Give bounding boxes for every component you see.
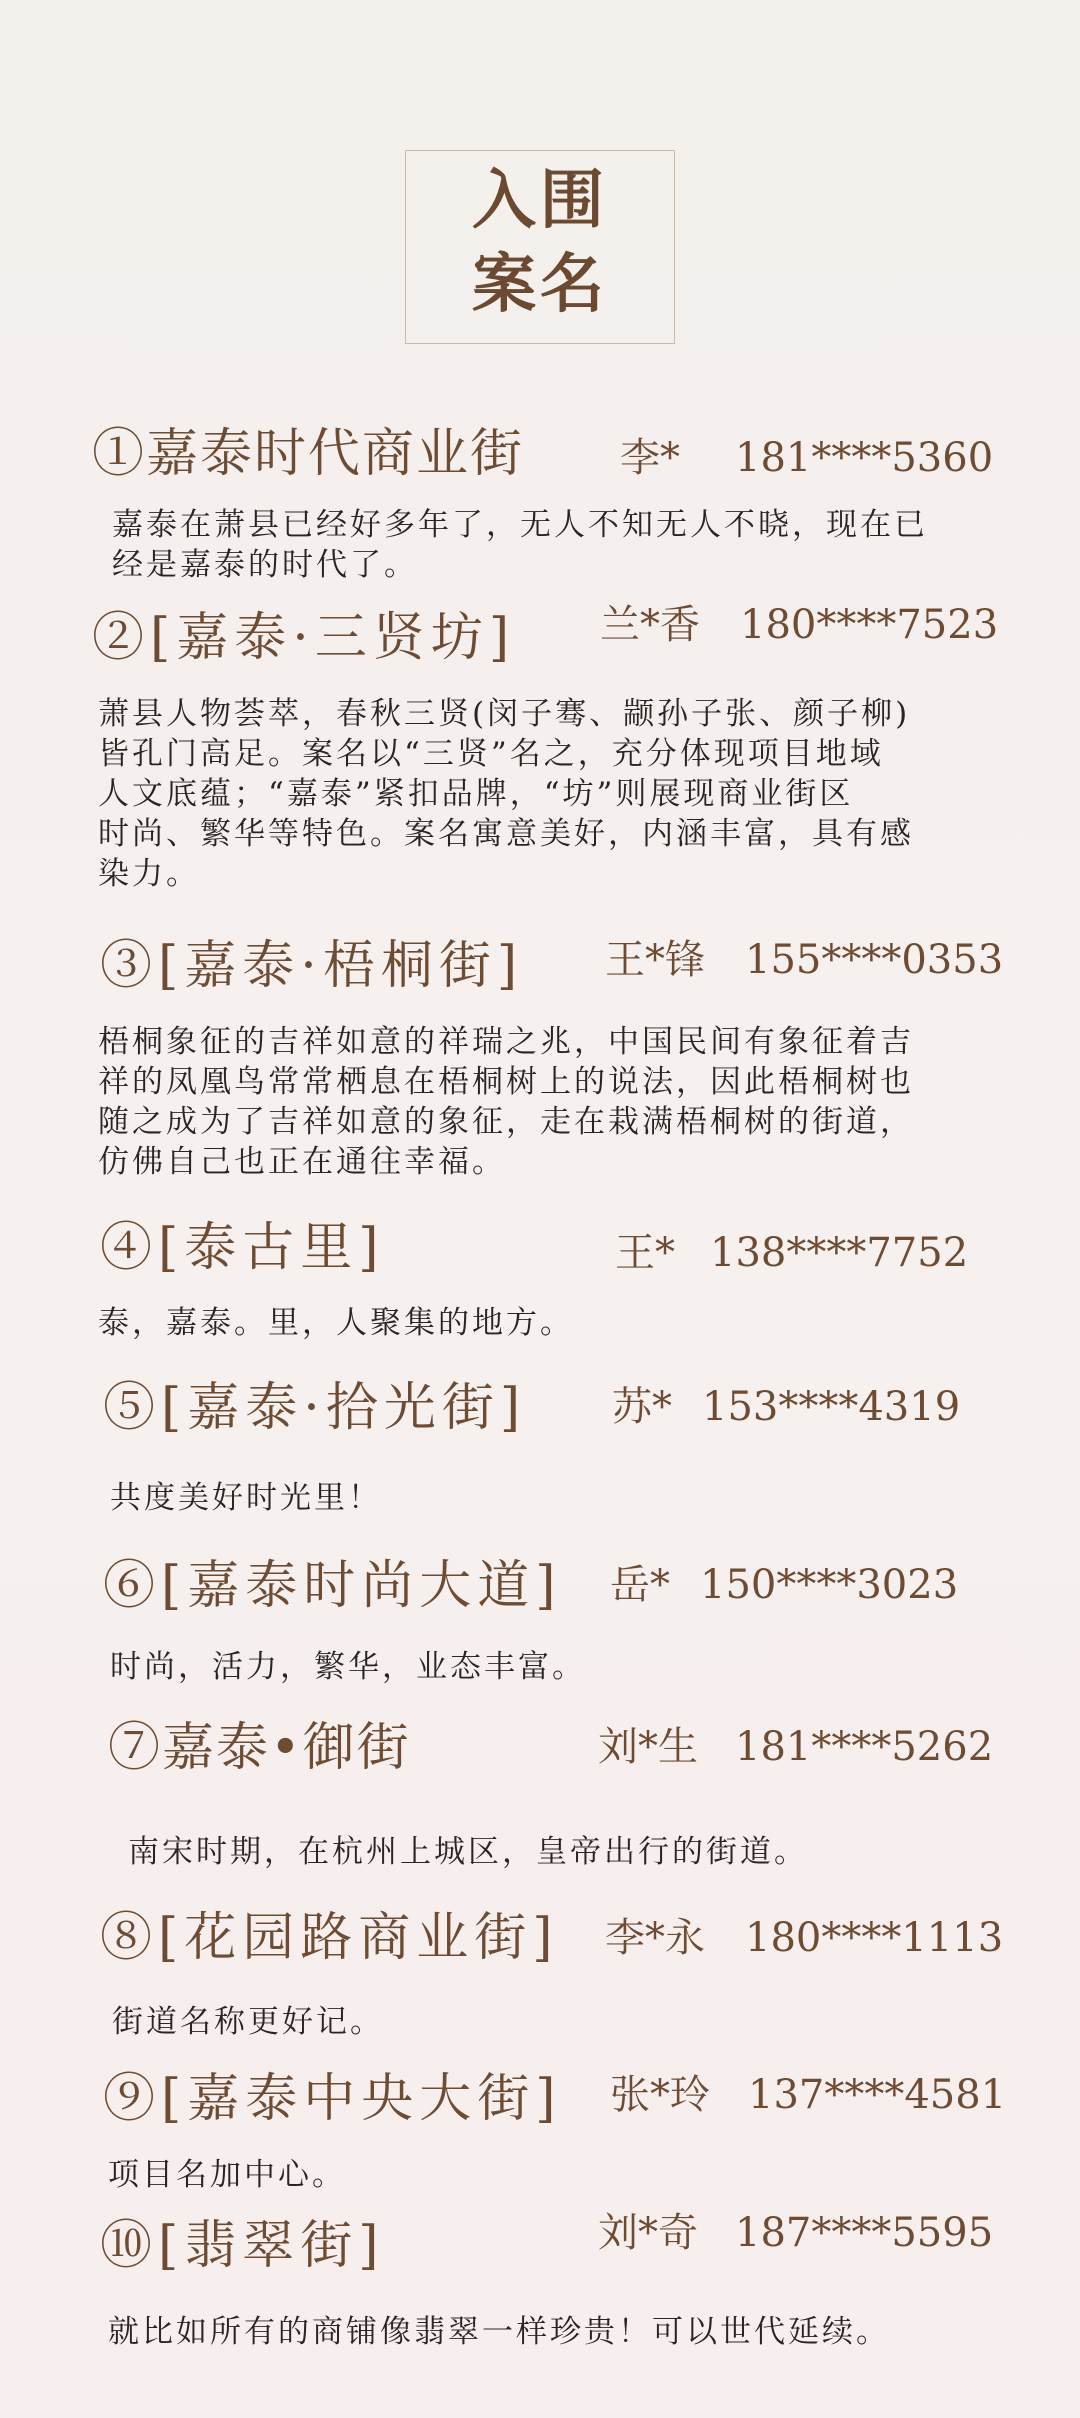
entry-8-name: ⑧[花园路商业街] — [100, 1908, 559, 1968]
entry-3-desc-line: 随之成为了吉祥如意的象征，走在栽满梧桐树的街道， — [98, 1104, 914, 1140]
entry-9-description — [108, 2155, 346, 2195]
entry-5-phone: 153****4319 — [702, 1384, 961, 1430]
entry-10-person: 刘*奇 — [598, 2210, 698, 2256]
entry-10-name: ⑩[翡翠街] — [100, 2216, 385, 2276]
entry-5-description — [110, 1478, 382, 1518]
title-box — [405, 150, 675, 344]
entry-6-phone: 150****3023 — [700, 1562, 959, 1608]
entry-2-name: ②[嘉泰·三贤坊] — [92, 608, 516, 668]
page-title-line-1: 入围 — [472, 163, 608, 238]
entry-3-phone: 155****0353 — [745, 937, 1004, 983]
entry-4-person: 王* — [615, 1230, 675, 1276]
entry-2-desc-line: 染力。 — [98, 856, 200, 892]
entry-7-phone: 181****5262 — [735, 1724, 994, 1770]
entry-4-phone: 138****7752 — [710, 1230, 969, 1276]
entry-1-desc-line: 经是嘉泰的时代了。 — [112, 547, 418, 583]
entry-7-person: 刘*生 — [598, 1724, 698, 1770]
entry-9-name: ⑨[嘉泰中央大街] — [103, 2069, 562, 2129]
entry-4-desc-line: 泰，嘉泰。里，人聚集的地方。 — [98, 1305, 574, 1341]
entry-7-description — [128, 1832, 808, 1872]
entry-9-desc-line: 项目名加中心。 — [108, 2157, 346, 2193]
entry-8-phone: 180****1113 — [745, 1915, 1004, 1961]
entry-9-person: 张*玲 — [610, 2072, 710, 2118]
entry-2-desc-line: 皆孔门高足。案名以“三贤”名之，充分体现项目地域 — [98, 736, 884, 772]
entry-10-description — [108, 2312, 890, 2352]
entry-3-desc-line: 梧桐象征的吉祥如意的祥瑞之兆，中国民间有象征着吉 — [98, 1024, 914, 1060]
entry-3-person: 王*锋 — [605, 937, 705, 983]
entry-5-person: 苏* — [612, 1384, 672, 1430]
entry-6-desc-line: 时尚，活力，繁华，业态丰富。 — [110, 1649, 586, 1685]
entry-9-phone: 137****4581 — [748, 2072, 1007, 2118]
entry-7-name: ⑦嘉泰•御街 — [108, 1718, 411, 1778]
entry-5-name: ⑤[嘉泰·拾光街] — [103, 1378, 527, 1438]
entry-4-name: ④[泰古里] — [100, 1218, 385, 1278]
entry-2-phone: 180****7523 — [740, 602, 999, 648]
entry-10-phone: 187****5595 — [735, 2210, 994, 2256]
entry-7-desc-line: 南宋时期，在杭州上城区，皇帝出行的街道。 — [128, 1834, 808, 1870]
entry-1-name: ①嘉泰时代商业街 — [92, 424, 525, 484]
entry-3-name: ③[嘉泰·梧桐街] — [100, 936, 524, 996]
entry-2-desc-line: 人文底蕴；“嘉泰”紧扣品牌，“坊”则展现商业街区 — [98, 776, 854, 812]
entry-1-desc-line: 嘉泰在萧县已经好多年了，无人不知无人不晓，现在已 — [112, 507, 928, 543]
entry-8-desc-line: 街道名称更好记。 — [112, 2004, 384, 2040]
entry-4-description — [98, 1303, 574, 1343]
entry-2-description — [98, 694, 914, 894]
entry-6-person: 岳* — [610, 1562, 670, 1608]
entry-6-description — [110, 1647, 586, 1687]
entry-5-desc-line: 共度美好时光里！ — [110, 1480, 382, 1516]
entry-2-desc-line: 萧县人物荟萃，春秋三贤(闵子骞、颛孙子张、颜子柳) — [98, 696, 911, 732]
entry-3-description — [98, 1022, 914, 1182]
entry-2-person: 兰*香 — [600, 602, 700, 648]
entry-8-person: 李*永 — [605, 1915, 705, 1961]
entry-1-phone: 181****5360 — [735, 435, 994, 481]
entry-3-desc-line: 祥的凤凰鸟常常栖息在梧桐树上的说法，因此梧桐树也 — [98, 1064, 914, 1100]
entry-1-description — [112, 505, 928, 585]
entry-8-description — [112, 2002, 384, 2042]
entry-1-person: 李* — [620, 435, 680, 481]
entry-2-desc-line: 时尚、繁华等特色。案名寓意美好，内涵丰富，具有感 — [98, 816, 914, 852]
entry-3-desc-line: 仿佛自己也正在通往幸福。 — [98, 1144, 506, 1180]
entry-10-desc-line: 就比如所有的商铺像翡翠一样珍贵！可以世代延续。 — [108, 2314, 890, 2350]
page-title-line-2: 案名 — [472, 247, 608, 322]
entry-6-name: ⑥[嘉泰时尚大道] — [103, 1556, 562, 1616]
